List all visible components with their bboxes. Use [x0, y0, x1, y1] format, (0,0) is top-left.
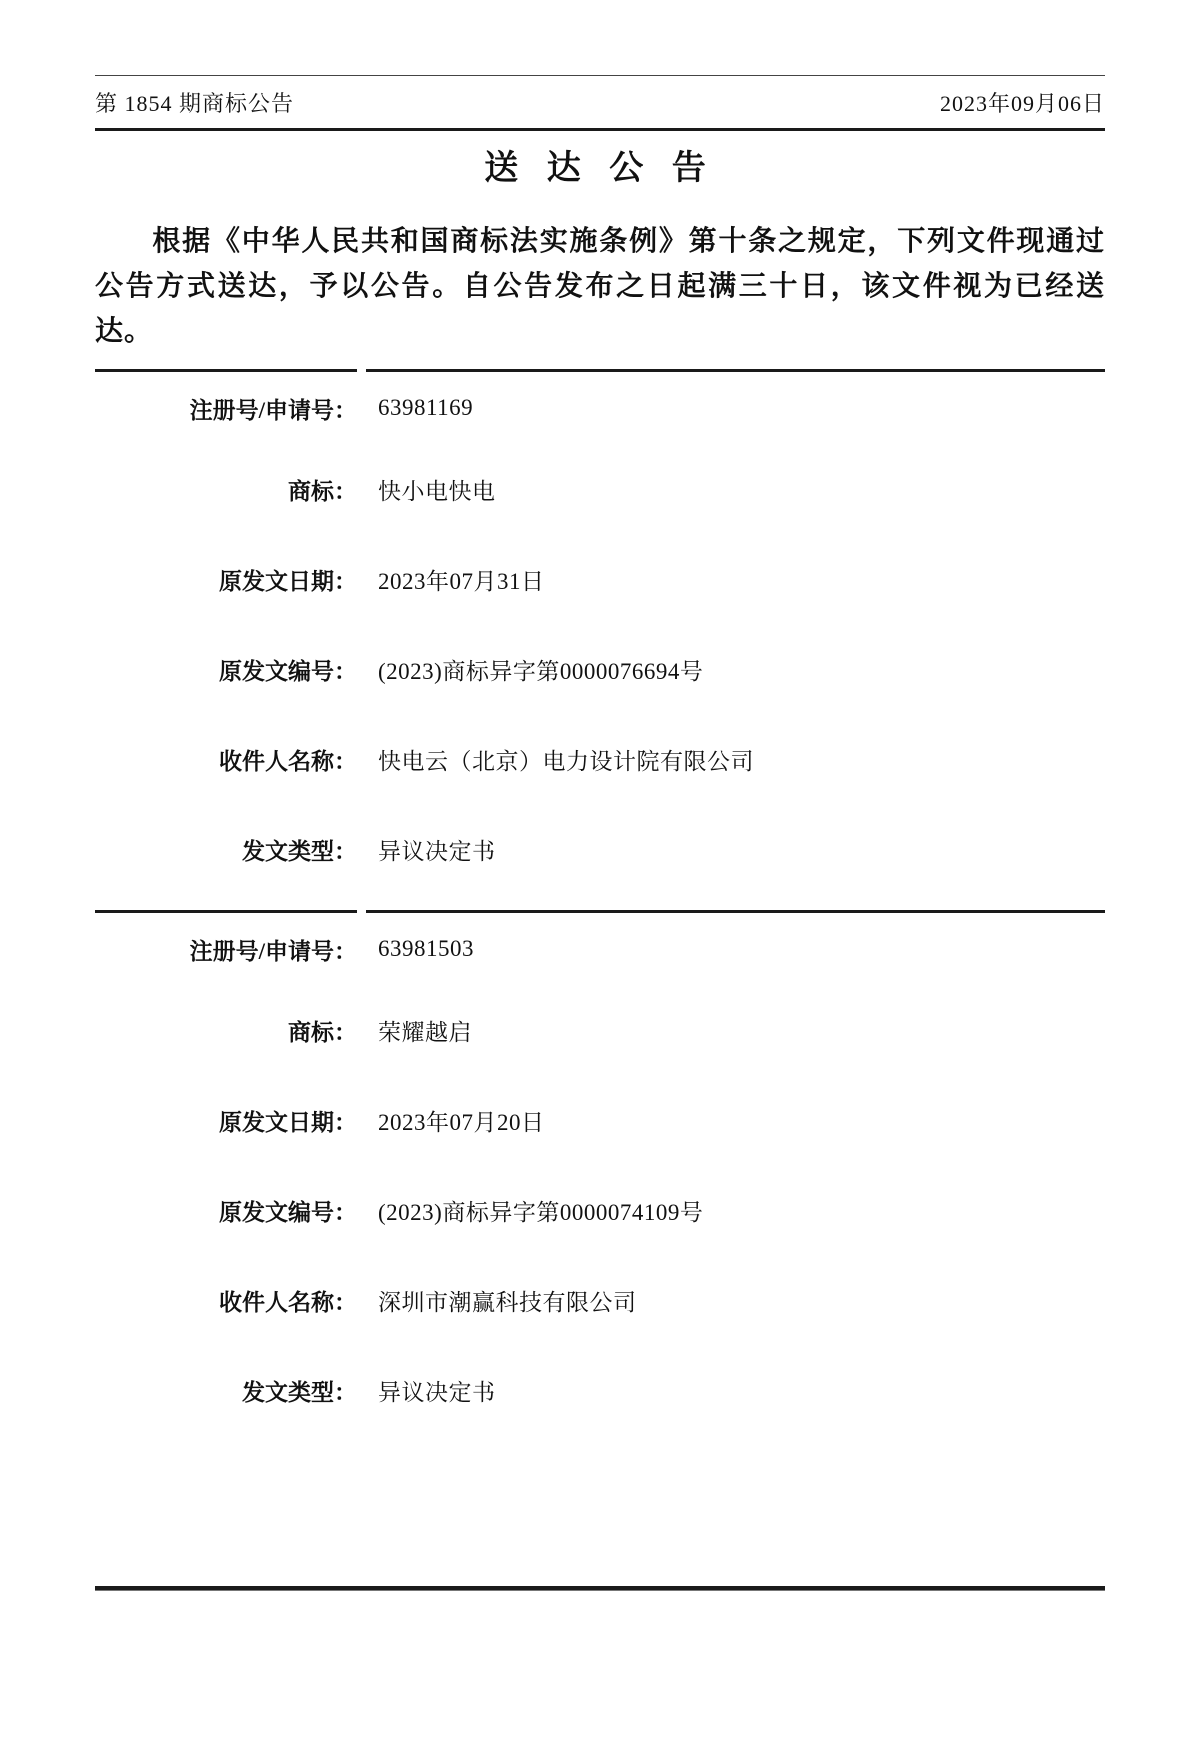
field-row-document-type: [95, 804, 1105, 894]
field-row-document-type: [95, 1345, 1105, 1435]
page-header: [95, 76, 1105, 128]
separator-segment-right: [366, 910, 1105, 913]
field-value: 荣耀越启: [378, 1019, 472, 1045]
record-separator: [95, 910, 1105, 913]
separator-gap: [357, 369, 366, 372]
field-value: 快小电快电: [378, 478, 496, 504]
field-value: 63981503: [378, 936, 474, 961]
field-row-original-issue-date: [95, 534, 1105, 624]
document-title: 送 达 公 告: [484, 150, 716, 187]
separator-segment-left: [95, 910, 357, 913]
document-page: [95, 75, 1105, 1591]
record-block-2: [95, 910, 1105, 1435]
field-label: 收件人名称：: [219, 748, 357, 774]
field-label: 原发文日期：: [219, 1109, 357, 1135]
field-label: 发文类型：: [242, 838, 357, 864]
field-label: 收件人名称：: [219, 1289, 357, 1315]
field-row-original-document-number: [95, 1165, 1105, 1255]
field-label: 原发文编号：: [219, 658, 357, 684]
field-row-registration-number: [95, 913, 1105, 985]
field-value: 2023年07月20日: [378, 1109, 545, 1135]
field-label: 发文类型：: [242, 1379, 357, 1405]
field-value: 异议决定书: [378, 838, 496, 864]
field-row-registration-number: [95, 372, 1105, 444]
field-label: 原发文编号：: [219, 1199, 357, 1225]
field-value: 深圳市潮赢科技有限公司: [378, 1289, 637, 1315]
field-row-original-issue-date: [95, 1075, 1105, 1165]
header-rule: [95, 128, 1105, 131]
field-row-recipient-name: [95, 1255, 1105, 1345]
field-row-original-document-number: [95, 624, 1105, 714]
field-value: 异议决定书: [378, 1379, 496, 1405]
field-label: 注册号/申请号：: [189, 938, 357, 964]
record-block-1: [95, 369, 1105, 894]
field-label: 注册号/申请号：: [189, 397, 357, 423]
field-value: (2023)商标异字第0000076694号: [378, 658, 704, 684]
field-label: 商标：: [288, 478, 357, 504]
field-value: 快电云（北京）电力设计院有限公司: [378, 748, 754, 774]
page-bottom-rule: [95, 1586, 1105, 1591]
gazette-issue-label: 第 1854 期商标公告: [95, 90, 295, 116]
field-value: (2023)商标异字第0000074109号: [378, 1199, 704, 1225]
separator-gap: [357, 910, 366, 913]
field-label: 原发文日期：: [219, 568, 357, 594]
separator-segment-right: [366, 369, 1105, 372]
field-row-trademark: [95, 444, 1105, 534]
separator-segment-left: [95, 369, 357, 372]
field-row-recipient-name: [95, 714, 1105, 804]
field-value: 63981169: [378, 395, 474, 420]
gazette-date-label: 2023年09月06日: [939, 90, 1105, 116]
field-label: 商标：: [288, 1019, 357, 1045]
record-separator: [95, 369, 1105, 372]
field-value: 2023年07月31日: [378, 568, 545, 594]
intro-paragraph: 根据《中华人民共和国商标法实施条例》第十条之规定，下列文件现通过公告方式送达，予以公告。自公告发布之日起满三十日，该文件视为已经送达。: [95, 226, 1105, 347]
field-row-trademark: [95, 985, 1105, 1075]
